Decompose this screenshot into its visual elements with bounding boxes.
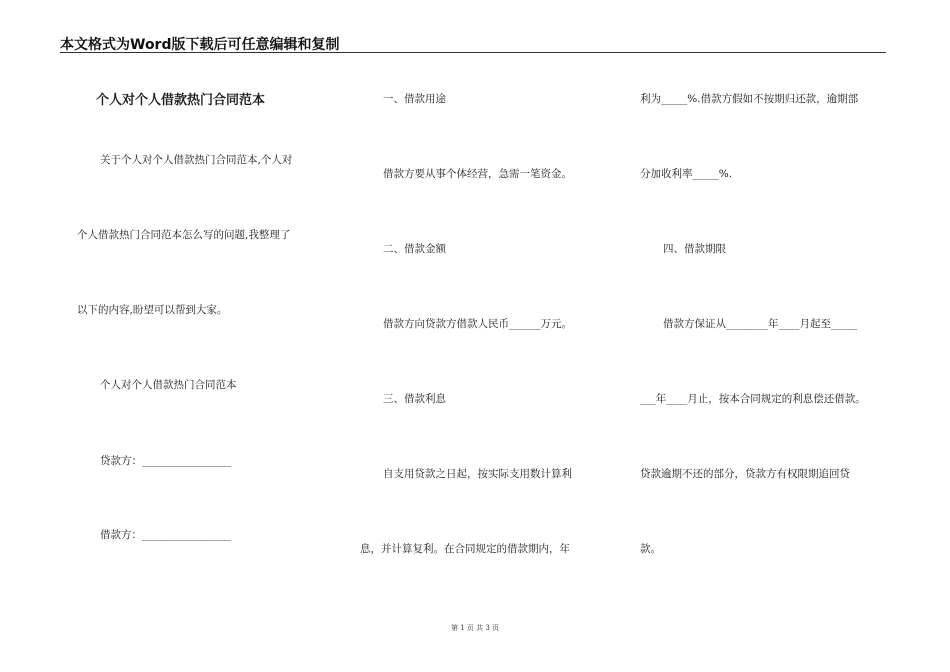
section-1-text: 借款方要从事个体经营，急需一笔资金。 [383, 168, 572, 180]
header-rule [60, 52, 886, 53]
section-4-text-1: 借款方保证从________年____月起至_____ [663, 318, 858, 330]
document-banner: 本文格式为Word版下载后可任意编辑和复制 [60, 37, 340, 53]
intro-line-2: 个人借款热门合同范本怎么写的问题,我整理了 [77, 229, 291, 241]
intro-line-3: 以下的内容,盼望可以帮到大家。 [77, 304, 228, 316]
lender-field: 贷款方：_________________ [100, 455, 232, 467]
section-1-heading: 一、借款用途 [383, 93, 446, 105]
borrower-field: 借款方：_________________ [100, 529, 232, 541]
section-4-text-4: 款。 [640, 543, 661, 555]
section-4-text-2: ___年____月止，按本合同规定的利息偿还借款。 [640, 393, 866, 405]
section-3-text-1: 自支用贷款之日起，按实际支用数计算利 [383, 468, 572, 480]
intro-line-1: 关于个人对个人借款热门合同范本,个人对 [100, 154, 293, 166]
section-2-heading: 二、借款金额 [383, 243, 446, 255]
section-4-heading: 四、借款期限 [663, 243, 726, 255]
interest-rate-line-1: 利为_____%.借款方假如不按期归还款，逾期部 [640, 93, 859, 105]
section-3-heading: 三、借款利息 [383, 393, 446, 405]
section-3-text-2: 息，并计算复利。在合同规定的借款期内，年 [360, 543, 570, 555]
section-4-text-3: 贷款逾期不还的部分，贷款方有权限期追回贷 [640, 468, 850, 480]
section-2-text: 借款方向贷款方借款人民币______万元。 [383, 318, 572, 330]
page-indicator: 第 1 页 共 3 页 [450, 624, 500, 632]
interest-rate-line-2: 分加收利率_____%. [640, 168, 733, 180]
document-title: 个人对个人借款热门合同范本 [96, 93, 266, 108]
contract-subtitle: 个人对个人借款热门合同范本 [100, 379, 237, 391]
